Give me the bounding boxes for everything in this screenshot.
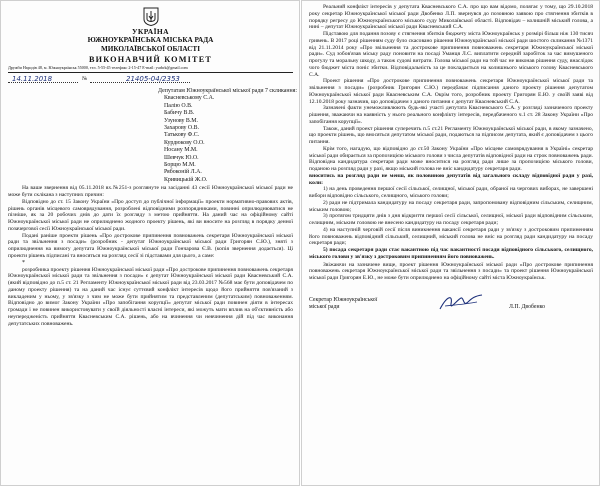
addressee-name: Курдюкову О.О. [164, 139, 205, 146]
body-paragraph: Проект рішення «Про дострокове припинення повноважень секретаря Южноукраїнської міської ради та звільнення з посади» (розробник Григорян С.Ю.) передбачає підписання даного проекту рішення депутатом Южноукраїнської міської ради Квасневським С.А. Окрім того, розробник проекту Григорян Е.Ю. у своїй заяві від 12.10.2018 року зазначив, що доповідачем з даного питання є депутат Квасневський С.А. [309, 78, 593, 105]
signatory-name: Л.П. Двобенко [509, 303, 545, 310]
letterhead-council: ЮЖНОУКРАЇНСЬКА МІСЬКА РАДА [87, 36, 214, 44]
body-paragraph: Підставою для подання позову є стягнення збитків бюджету міста Южноукраїнськ у розмірі більш ніж 130 тисяч гривень. В 2017 році рішенням суду було скасовано рішення Южноукраїнської міської ради шостого скликання №1371 від 21.11.2014 року «Про звільнення та дострокове припинення повноважень секретаря Южноукраїнської міської ради». Суд зобов'язав міську раду поновити на посаді Уманця Л.С. виплатити середній заробіток за час вимушеного прогулу та моральну шкоду, а також судові витрати. Голова міської ради на той час не виконав рішення суду, внаслідок чого бюджет міста поніс збитки. Відповідальність за це покладається на колишнього міського голову Квасневського С.А. [309, 31, 593, 78]
body-paragraph: На ваше звернення від 05.11.2018 вх.№251-з розглянуте на засіданні 43 сесії Южноукраїнської міської ради не може бути склікана з наступних причин: [8, 185, 293, 199]
handwritten-signature [437, 292, 485, 314]
condition-item: 2) ради не підтримала кандидатуру на посаду секретаря ради, запропоновану відповідним сільським, селищним, міським головою; [309, 199, 593, 213]
condition-item: 3) протягом тридцяти днів з дня відкриття першої сесії сільської, селищної, міської ради відповідним сільським, селищним, міським головою не внесено кандидатуру на посаду секретаря ради; [309, 213, 593, 226]
addressee-name: Палію О.В. [164, 102, 193, 109]
addressee-name: Шевчук Ю.О. [164, 154, 199, 161]
addressee-name: Татькову Ф.С. [164, 132, 200, 139]
signatory-title: Секретар Южноукраїнської міської ради [309, 296, 378, 310]
condition-item: 5) посада секретаря ради стає вакантною під час вакантності посади відповідного сільського, селищного, міського голови у зв'язку з достроковим припиненням його повноважень. [309, 247, 593, 260]
letter-page-2 [301, 0, 600, 486]
signature-block [309, 294, 593, 318]
letterhead-country: УКРАЇНА [132, 27, 169, 36]
outgoing-reference [8, 75, 293, 86]
letterhead-address: Дружби Народів 48, м. Южноукраїнськ 55000, тел. 5-55-45 телефакс 2-15-47 E-mail: yurbrk@gmail.com [8, 65, 293, 73]
addressee-name: Кривицькій Ж.О. [164, 176, 208, 183]
addressee-name: Бабичу В.В. [164, 110, 195, 117]
addressee-name: Носану М.М. [164, 147, 198, 154]
body-paragraph: Подані раніше проекти рішень «Про дострокове припинення повноважень секретаря Южноукраїнської міської ради та звільнення з посади» (розробник - депутат Южноукраїнської міської ради Григорян С.Ю.), зняті з оприлюднення на вимогу депутата Южноукраїнської міської ради Гончарова Є.В. (копія звернення додається). Ці проекти рішень підписані та вносяться на розгляд сесії зі підставами для цього, а саме: [8, 232, 293, 259]
body-paragraph: Відповідно до ст. 15 Закону України «Про доступ до публічної інформації» проекти нормативно-правових актів, рішень органів місцевого самоврядування, розроблені відповідними розпорядниками, повинні оприлюднюватися не пізніше, як за 20 робочих днів до дати їх розгляду з метою прийняття. На даний час на офіційному сайті Южноукраїнської міської ради не оприлюднено жодного проекту рішень, які ви вносите на розгляд в порядку денної позачергової сесії Южноукраїнської міської ради. [8, 198, 293, 232]
body-paragraph: Також, даний проект рішення суперечить п.5 ст.21 Регламенту Южноукраїнської міської ради, в якому зазначено, що проекти рішень, що вносяться депутатом міської ради, подаються за підписом депутата, який є доповідачем з цього питання. [309, 125, 593, 145]
addressee-name: Борцю М.М. [164, 162, 196, 169]
bullet-mark: * [22, 259, 25, 266]
ukraine-trident-icon [143, 7, 159, 26]
handwritten-ref-number: 21405-04/2353 [126, 75, 180, 83]
letterhead-region: МИКОЛАЇВСЬКОЇ ОБЛАСТІ [100, 45, 201, 53]
body-paragraph: Звіжаючи на зазначене вище, проект рішення Южноукраїнської міської ради «Про дострокове припинення повноважень секретаря Южноукраїнської міської ради та звільнення з посади» та проект рішення Южноукраїнської міської ради Григорян Е.Ю., не може бути оприлюднено на офіційному сайті міста Южноукраїнськ. [309, 261, 593, 281]
addressee-name: Рябоконій Л.А. [164, 169, 202, 176]
body-paragraph: Крім того, нагадую, що відповідно до ст.50 Закону України «Про місцеве самоврядування в Україні» секретар міської ради обирається за пропозицією міського голови з числа депутатів відповідної ради на строк повноважень ради. Відповідна кандидатура секретаря ради може вноситися на розгляд ради лише за пропозицією міського голови, поданою на розгляд ради у разі, якщо міський голова не вніс кандидатуру секретаря ради. [309, 145, 593, 172]
addressee-title: Депутатам Южноукраїнської міської ради 7 скликання: [158, 88, 298, 94]
condition-item: 4) на наступній черговій сесії після виникнення вакансії секретаря ради у зв'язку з достроковим припиненням його повноважень відповідний сільський, селищний, міський голова не вніс на розгляд ради кандидатуру на посаду секретаря ради; [309, 226, 593, 247]
addressee-block [158, 88, 298, 184]
letter-page-1 [0, 0, 300, 486]
addressee-name: Квасневському С.А. [164, 95, 215, 102]
body-paragraph: Зазначені факти унеможливлюють будь-які участі депутата Квасневського С.А. у розгляді зазначеного проекту рішення, зважаючи на наявність у нього реального конфлікту інтересів, передбаченого ч.1 ст. 28 Закону України «Про запобігання корупції». [309, 105, 593, 125]
condition-item: 1) на день проведення першої сесії сільської, селищної, міської ради, обраної на чергових виборах, не завершені вибори відповідно сільського, селищного, міського голови; [309, 186, 593, 199]
addressee-name: Узунову В.М. [164, 117, 199, 124]
addressee-name: Захарову О.В. [164, 125, 200, 132]
body-paragraph: розробника проекту рішення Южноукраїнської міської ради «Про дострокове припинення повноважень секретаря Южноукраїнської міської ради та звільнення з посади» є депутат Южноукраїнської міської ради Квасневський С.А. (який відповідно до п.5 ст. 21 Регламенту Южноукраїнської міської ради від 23.03.2017 №568 має бути доповідачем по даному проекту рішення) та на даний час існує суттєвий конфлікт інтересів щодо його прийняття пов'язаний з викладеним у ньому, у зв'язку з чим не може бути прийнятим та представленим (депутатським) повноваженням. Відповідно до вимог Закону України «Про запобігання корупції» депутат міської ради повинен діяти в інтересах громади і не повинен використовувати у своїй діяльності власні інтереси, які можуть мати вплив на об'єктивність або неупередженість прийняття Квасневським С.А. рішень, або на вчинення чи невчинення дій під час виконання депутатських повноважень. [8, 266, 293, 327]
letterhead-committee: ВИКОНАВЧИЙ КОМІТЕТ [88, 55, 213, 64]
ref-number-label: № [82, 76, 88, 82]
handwritten-date: 14.11.2018 [12, 75, 53, 83]
body-paragraph: Реальний конфлікт інтересів у депутата Квасневського С.А. про що вам відомо, полягає у тому, що 29.10.2018 року секретар Южноукраїнської міської ради Двобенко Л.П. звернувся до позовною заявою про стягнення збитків в порядку регресу до Южноукраїнського міського суду Миколаївської області. Відповідач – колишній міський голова, а нині – депутат Южноукраїнської міської ради Квасневський С.А. [309, 4, 593, 31]
body-paragraph-bold: вноситись на розгляд ради не менш, як половиною депутатів від загального складу відповідної ради у разі, коли: [309, 172, 593, 186]
